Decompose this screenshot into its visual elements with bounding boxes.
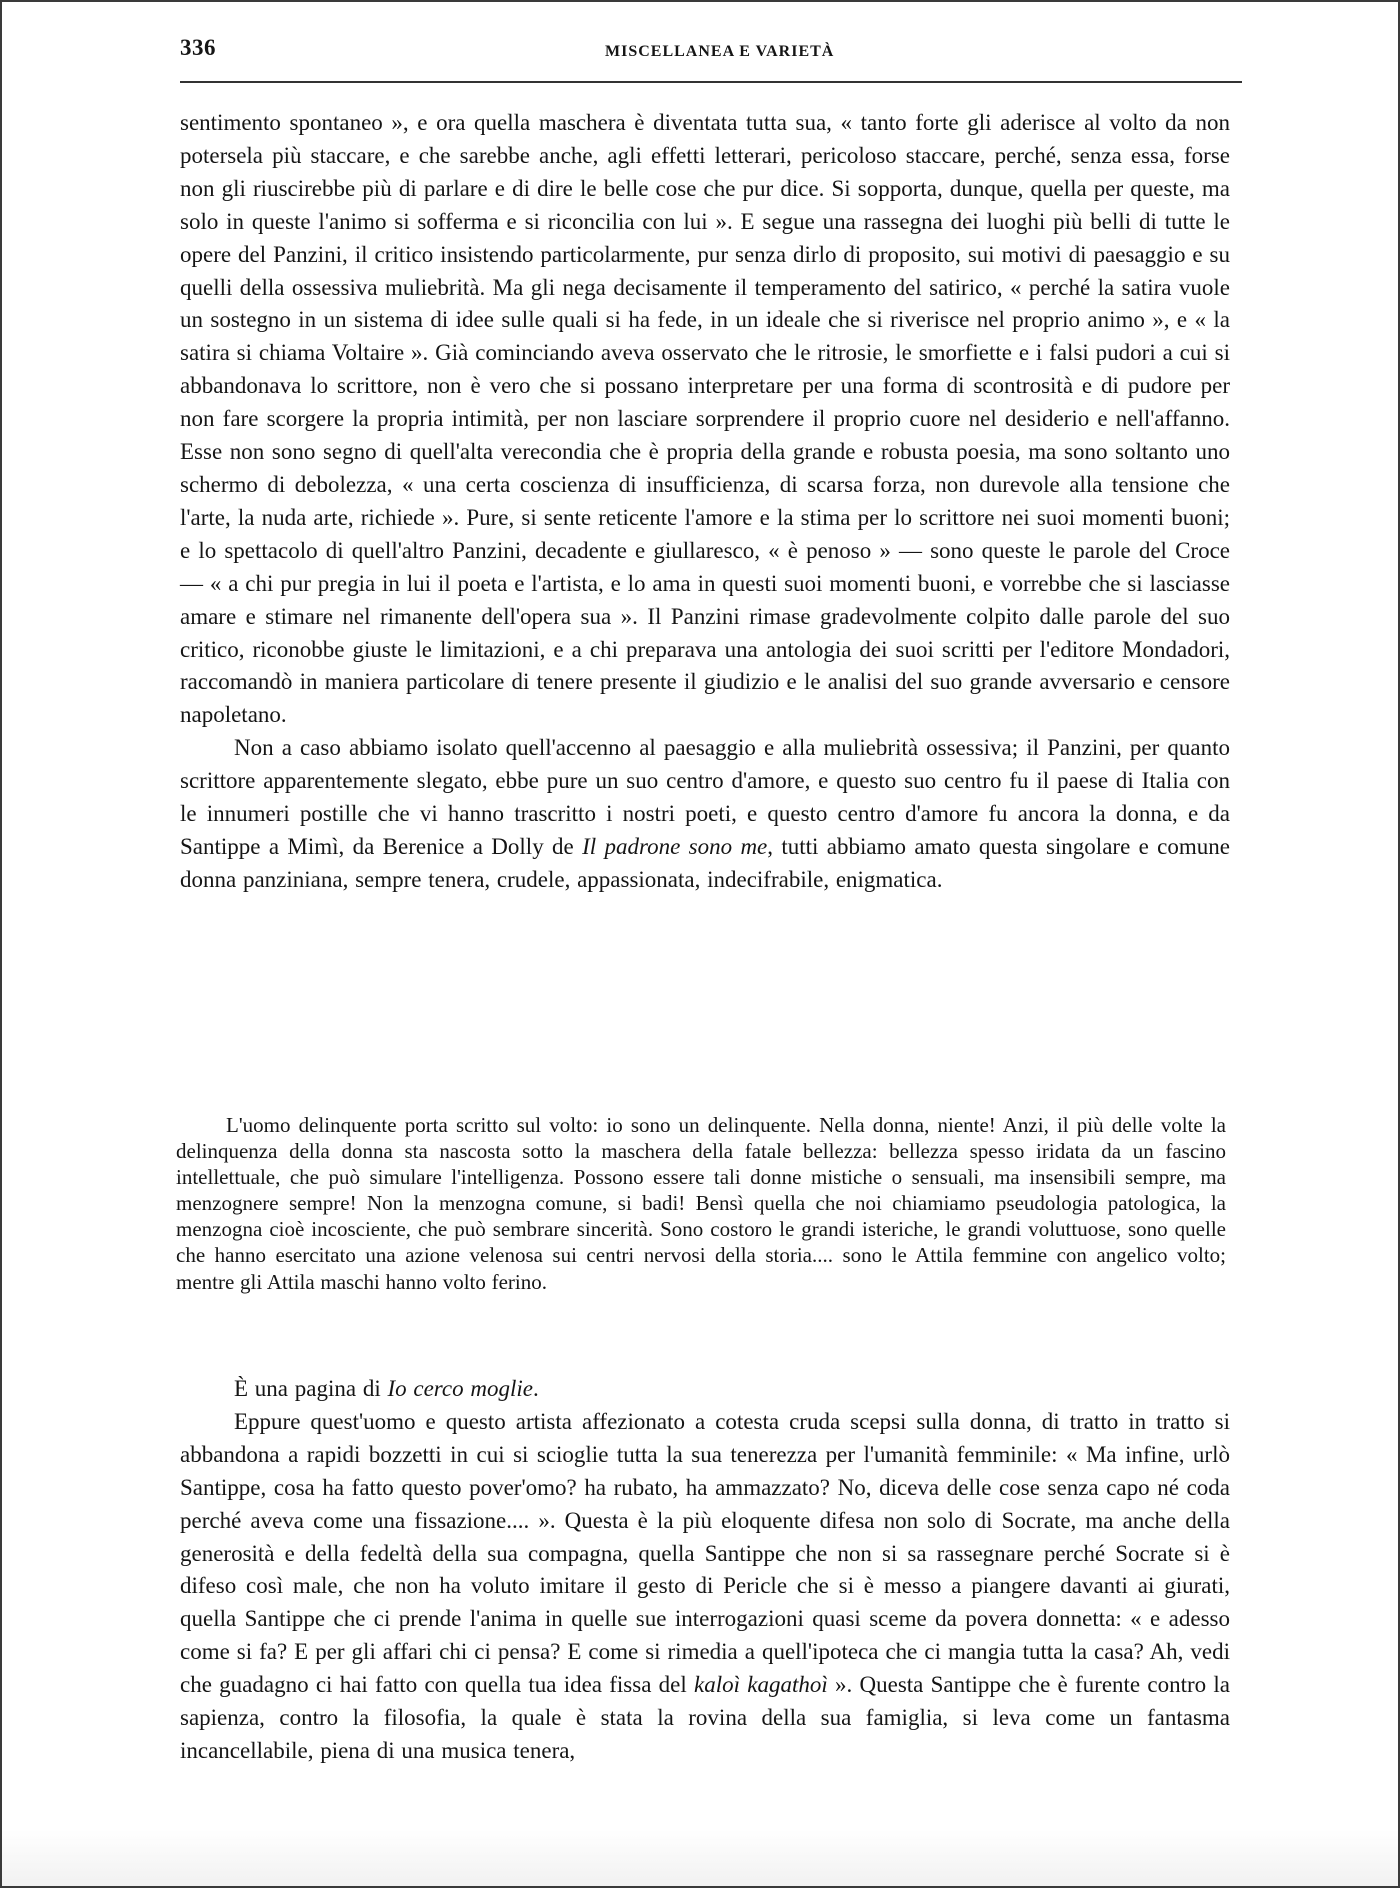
running-head	[180, 35, 1240, 71]
paragraph-text: Non a caso abbiamo isolato quell'accenno al paesaggio e alla muliebrità ossessiva; il Panzini, per quanto scrittore apparentemente slegato, ebbe pure un suo centro d'amore, e questo suo centro fu il paese di Italia con le innumeri postille che vi hanno trascritto i nostri poeti, e questo centro d'amore fu ancora la donna, e da Santippe a Mimì, da Berenice a Dolly de	[180, 735, 1230, 859]
book-title-il-padrone-sono-me: Il padrone sono me	[582, 833, 768, 859]
main-text-lower	[180, 1373, 1230, 1768]
page-number: 336	[180, 35, 216, 60]
paragraph-text: ». Questa Santippe che è furente contro la sapienza, contro la filosofia, la quale è stata la rovina della sua famiglia, si leva come un fantasma incancellabile, piena di una musica tenera,	[180, 1672, 1230, 1763]
paragraph-croce-critique: sentimento spontaneo », e ora quella maschera è diventata tutta sua, « tanto forte gli aderisce al volto da non potersela più staccare, e che sarebbe anche, agli effetti letterari, pericoloso staccare, perché, senza essa, forse non gli riuscirebbe più di parlare e di dire le belle cose che pur dice. Si sopporta, dunque, quella per queste, ma solo in queste l'animo si sofferma e si riconcilia con lui ». E segue una rassegna dei luoghi più belli di tutte le opere del Panzini, il critico insistendo particolarmente, pur senza dirlo di proposito, sui motivi di paesaggio e su quelli della ossessiva muliebrità. Ma gli nega decisamente il temperamento del satirico, « perché la satira vuole un sostegno in un sistema di idee sulle quali si ha fede, in un ideale che si riverisce nel proprio animo », e « la satira si chiama Voltaire ». Già cominciando aveva osservato che le ritrosie, le smorfiette e i falsi pudori a cui si abbandonava lo scrittore, non è vero che si possano interpretare per una forma di scontrosità e di pudore per non fare scorgere la propria intimità, per non lasciare sorprendere il proprio cuore nel desiderio e nell'affanno. Esse non sono segno di quell'alta verecondia che è propria della grande e robusta poesia, ma sono soltanto uno schermo di debolezza, « una certa coscienza di insufficienza, di scarsa forza, non durevole alla tensione che l'arte, la nuda arte, richiede ». Pure, si sente reticente l'amore e la stima per lo scrittore nei suoi momenti buoni; e lo spettacolo di quell'altro Panzini, decadente e giullaresco, « è penoso » — sono queste le parole del Croce — « a chi pur pregia in lui il poeta e l'artista, e lo ama in questi suoi momenti buoni, e vorrebbe che si lasciasse amare e stimare nel rimanente dell'opera sua ». Il Panzini rimase gradevolmente colpito dalle parole del suo critico, riconobbe giuste le limitazioni, e a chi preparava una antologia dei suoi scritti per l'editore Mondadori, raccomandò in maniera particolare di tenere presente il giudizio e le analisi del suo grande avversario e censore napoletano.	[180, 110, 1230, 728]
quotation-text: L'uomo delinquente porta scritto sul volto: io sono un delinquente. Nella donna, niente! Anzi, il più delle volte la delinquenza della donna sta nascosta sotto la maschera della fatale bellezza: bellezza spesso iridata da un fascino intellettuale, che può simulare l'intelligenza. Possono essere tali donne mistiche o sensuali, ma insensibili sempre, ma menzognere sempre! Non la menzogna comune, si badi! Bensì quella che noi chiamiamo pseudologia patologica, la menzogna cioè incosciente, che può sembrare sincerità. Sono costoro le grandi isteriche, le grandi voluttuose, sono quelle che hanno esercitato una azione velenosa sui centri nervosi della storia.... sono le Attila femmine con angelico volto; mentre gli Attila maschi hanno volto ferino.	[176, 1113, 1226, 1294]
paragraph-text: Eppure quest'uomo e questo artista affezionato a cotesta cruda scepsi sulla donna, di tratto in tratto si abbandona a rapidi bozzetti in cui si scioglie tutta la sua tenerezza per l'umanità femminile: « Ma infine, urlò Santippe, cosa ha fatto questo pover'omo? ha rubato, ha ammazzato? No, diceva delle cose senza capo né coda perché aveva come una fissazione.... ». Questa è la più eloquente difesa non solo di Socrate, ma anche della generosità e della fedeltà della sua compagna, quella Santippe che non si sa rassegnare perché Socrate si è difeso così male, che non ha voluto imitare il gesto di Pericle che si è messo a piangere davanti ai giurati, quella Santippe che ci prende l'anima in quelle sue interrogazioni quasi sceme da povera donnetta: « e adesso come si fa? E per gli affari chi ci pensa? E come si rimedia a quell'ipoteca che ci mangia tutta la casa? Ah, vedi che guadagno ci hai fatto con quella tua idea fissa del	[180, 1408, 1230, 1698]
document-page	[2, 2, 1398, 1886]
main-text-upper	[180, 107, 1230, 897]
paragraph-text: , tutti abbiamo amato questa singolare e comune donna panziniana, sempre tenera, crudele, appassionata, indecifrabile, enigmatica.	[180, 833, 1230, 892]
source-attribution	[180, 1373, 1230, 1406]
book-title-io-cerco-moglie: Io cerco moglie	[387, 1376, 533, 1401]
paragraph-santippe	[180, 1406, 1230, 1768]
greek-phrase-kaloi-kagathoi: kaloì kagathoì	[694, 1672, 828, 1698]
source-suffix: .	[532, 1376, 539, 1401]
header-rule-divider	[180, 81, 1242, 83]
source-prefix: È una pagina di	[234, 1376, 388, 1401]
block-quotation	[176, 1112, 1226, 1295]
section-title: MISCELLANEA E VARIETÀ	[605, 43, 835, 60]
paragraph-center-of-love	[180, 732, 1230, 897]
